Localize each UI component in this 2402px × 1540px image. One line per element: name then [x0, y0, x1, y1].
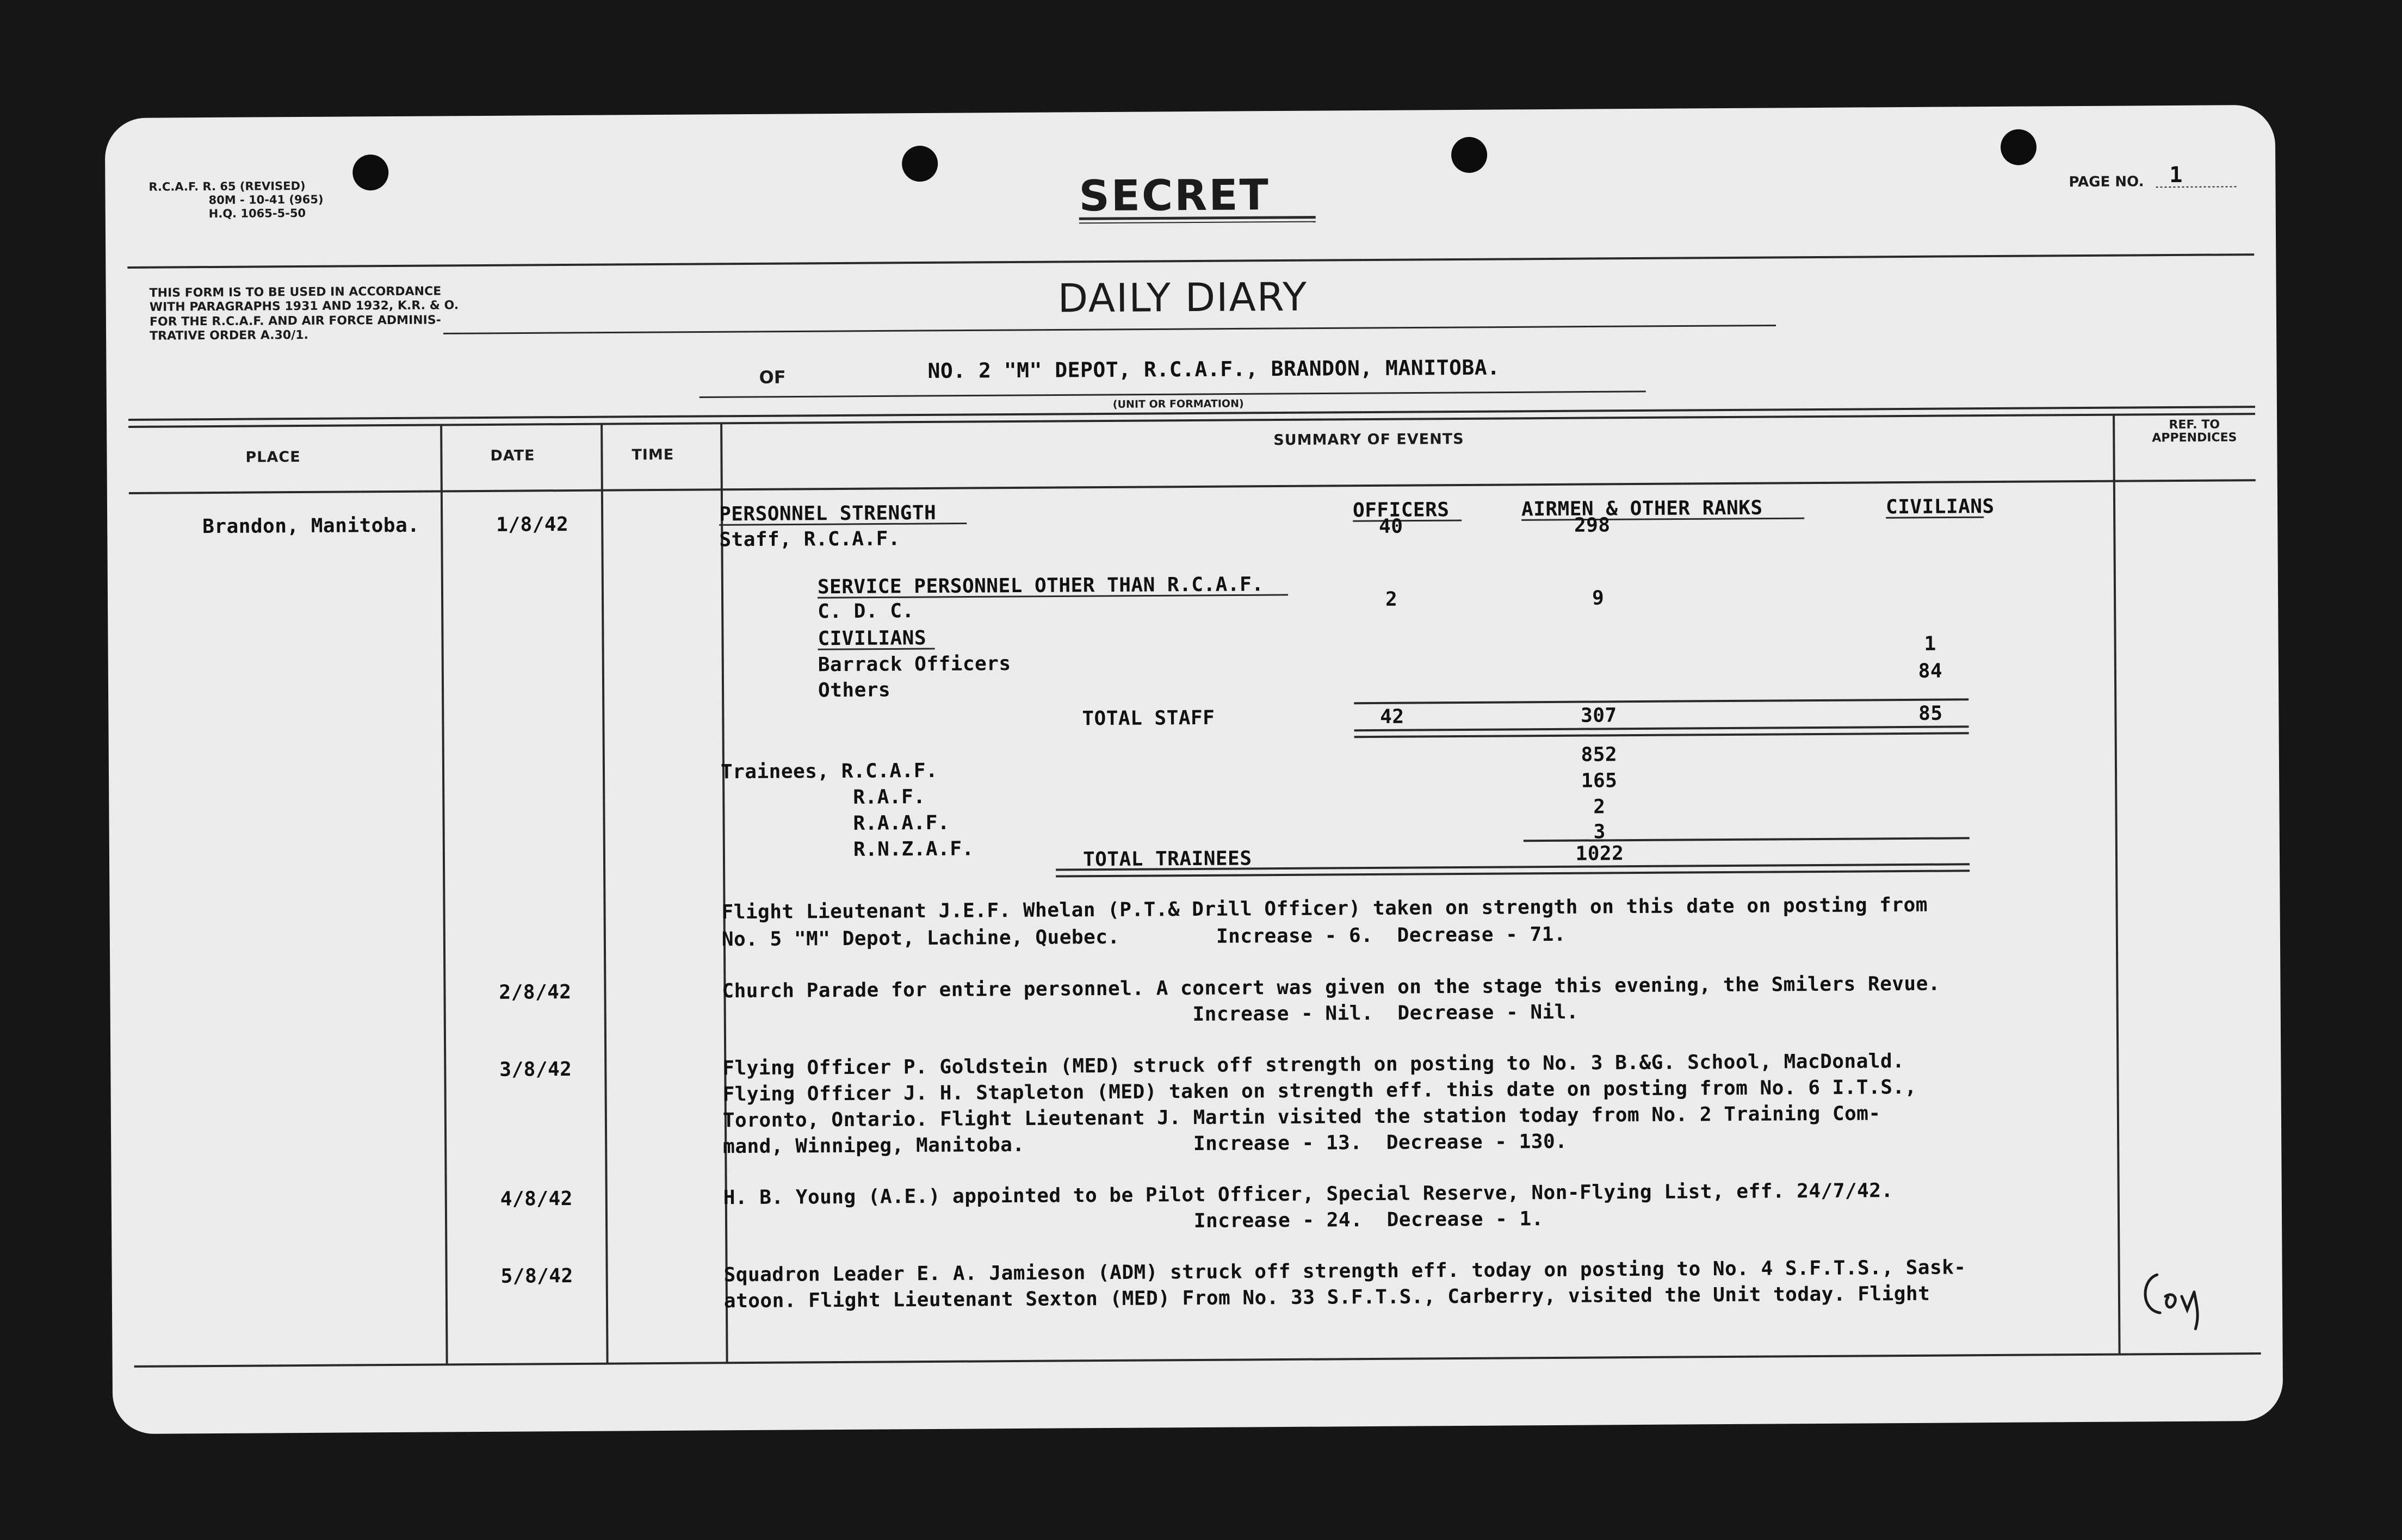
- entry-date: 1/8/42: [496, 513, 569, 536]
- total-staff-label: TOTAL STAFF: [1082, 706, 1215, 730]
- column-place: PLACE: [245, 449, 301, 466]
- trainees-raaf-label: R.A.A.F.: [853, 811, 950, 835]
- total-staff-officers: 42: [1380, 705, 1404, 728]
- event-5-line-2: atoon. Flight Lieutenant Sexton (MED) From No. 33 S.F.T.S., Carberry, visited the Unit today. Flight: [723, 1282, 1930, 1313]
- column-summary: SUMMARY OF EVENTS: [1273, 430, 1464, 449]
- barrack-label: Barrack Officers: [818, 653, 1011, 676]
- column-ref-appendices: REF. TO APPENDICES: [2152, 418, 2237, 445]
- event-3-line-3: Toronto, Ontario. Flight Lieutenant J. Martin visited the station today from No. 2 Training Com-: [722, 1102, 1881, 1132]
- diary-title: DAILY DIARY: [1057, 274, 1308, 321]
- trainees-raf-label: R.A.F.: [853, 786, 926, 809]
- handwritten-margin-note: [2135, 1258, 2228, 1337]
- strength-heading: PERSONNEL STRENGTH: [719, 501, 937, 526]
- event-2-date: 2/8/42: [499, 980, 572, 1004]
- punch-hole: [902, 146, 938, 182]
- cdc-airmen: 9: [1592, 587, 1605, 610]
- trainees-rcaf: 852: [1581, 743, 1618, 766]
- punch-hole: [2001, 129, 2036, 165]
- event-2-line-2: Increase - Nil. Decrease - Nil.: [722, 1001, 1579, 1029]
- punch-hole: [352, 154, 388, 190]
- event-5-date: 5/8/42: [500, 1264, 573, 1288]
- event-3-date: 3/8/42: [499, 1058, 572, 1081]
- staff-officers: 40: [1378, 515, 1403, 538]
- service-heading: SERVICE PERSONNEL OTHER THAN R.C.A.F.: [817, 573, 1264, 599]
- event-3-line-4: mand, Winnipeg, Manitoba. Increase - 13. Decrease - 130.: [723, 1130, 1568, 1158]
- column-time: TIME: [632, 446, 674, 464]
- event-4-date: 4/8/42: [500, 1187, 573, 1210]
- total-trainees: 1022: [1575, 842, 1624, 865]
- others-civilians: 84: [1918, 660, 1943, 682]
- column-date: DATE: [490, 447, 535, 464]
- page-number: 1: [2169, 162, 2183, 188]
- col-civilians: CIVILIANS: [1885, 495, 1995, 519]
- event-2-line-1: Church Parade for entire personnel. A concert was given on the stage this evening, the Smilers Revue.: [722, 972, 1941, 1003]
- event-5-line-1: Squadron Leader E. A. Jamieson (ADM) struck off strength eff. today on posting to No. 4 S.F.T.S., Sask-: [723, 1256, 1966, 1287]
- event-4-line-2: Increase - 24. Decrease - 1.: [723, 1208, 1544, 1235]
- total-staff-civilians: 85: [1918, 702, 1943, 725]
- event-1-line-2: No. 5 "M" Depot, Lachine, Quebec. Increase - 6. Decrease - 71.: [721, 923, 1567, 951]
- cdc-label: C. D. C.: [818, 600, 914, 623]
- secret-label: SECRET: [1079, 171, 1271, 221]
- unit-caption: (UNIT OR FORMATION): [1112, 398, 1244, 411]
- cdc-officers: 2: [1385, 588, 1398, 611]
- staff-airmen: 298: [1574, 514, 1611, 537]
- of-label: OF: [759, 367, 786, 388]
- trainees-rcaf-label: Trainees, R.C.A.F.: [720, 759, 938, 784]
- civilians-heading: CIVILIANS: [818, 627, 927, 650]
- form-usage-note: THIS FORM IS TO BE USED IN ACCORDANCE WITH PARAGRAPHS 1931 AND 1932, K.R. & O. FOR THE R.C.A.F. AND AIR FORCE ADMINIS- TRATIVE ORDER A.30/1.: [149, 284, 459, 343]
- barrack-civilians: 1: [1924, 632, 1936, 655]
- trainees-rnzaf-label: R.N.Z.A.F.: [853, 837, 974, 861]
- others-label: Others: [818, 679, 891, 702]
- event-3-line-1: Flying Officer P. Goldstein (MED) struck off strength on posting to No. 3 B.&G. School, MacDonald.: [722, 1050, 1905, 1080]
- diary-page: [105, 105, 2283, 1434]
- col-officers: OFFICERS: [1352, 499, 1450, 522]
- page-number-label: PAGE NO.: [2069, 173, 2144, 191]
- total-trainees-label: TOTAL TRAINEES: [1082, 847, 1252, 871]
- total-staff-airmen: 307: [1581, 704, 1617, 727]
- col-airmen: AIRMEN & OTHER RANKS: [1521, 496, 1763, 521]
- unit-name: NO. 2 "M" DEPOT, R.C.A.F., BRANDON, MANITOBA.: [927, 355, 1500, 383]
- form-code: R.C.A.F. R. 65 (REVISED) 80M - 10-41 (965) H.Q. 1065-5-50: [148, 179, 324, 221]
- trainees-raf: 165: [1581, 769, 1618, 792]
- event-3-line-2: Flying Officer J. H. Stapleton (MED) taken on strength eff. this date on posting from No. 6 I.T.S.,: [722, 1076, 1917, 1106]
- trainees-raaf: 2: [1593, 796, 1606, 818]
- entry-place: Brandon, Manitoba.: [202, 514, 420, 538]
- trainees-rnzaf: 3: [1593, 821, 1606, 843]
- punch-hole: [1451, 137, 1487, 173]
- event-4-line-1: H. B. Young (A.E.) appointed to be Pilot Officer, Special Reserve, Non-Flying List, eff. 24/7/42.: [723, 1179, 1893, 1209]
- handwriting-icon: [2135, 1258, 2228, 1334]
- staff-label: Staff, R.C.A.F.: [719, 527, 901, 551]
- event-1-line-1: Flight Lieutenant J.E.F. Whelan (P.T.& Drill Officer) taken on strength on this date on posting from: [721, 893, 1928, 924]
